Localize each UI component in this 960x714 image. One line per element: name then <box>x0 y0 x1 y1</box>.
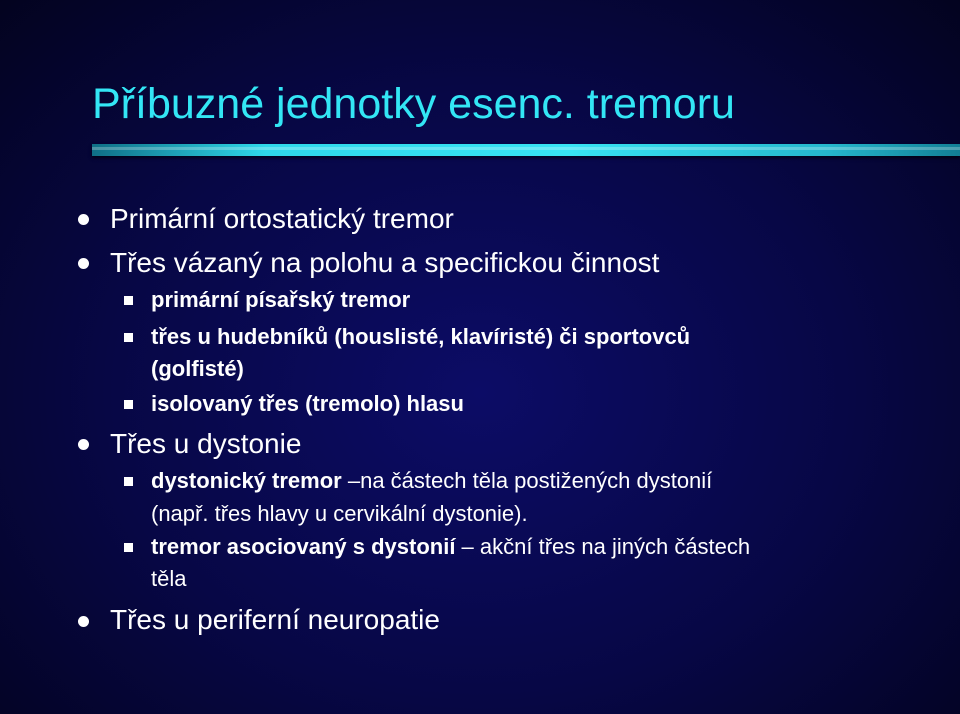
sub-bullet-text: primární písařský tremor <box>151 287 411 312</box>
round-bullet-icon <box>78 214 89 225</box>
sub-bullet-text: isolovaný třes (tremolo) hlasu <box>151 391 464 416</box>
sub-bullet-regular-part: – akční třes na jiných částech <box>455 534 751 559</box>
square-bullet-icon <box>124 333 133 342</box>
round-bullet-icon <box>78 439 89 450</box>
square-bullet-icon <box>124 400 133 409</box>
sub-bullet-text-continued: těla <box>151 566 187 591</box>
bullet-text: Třes u dystonie <box>110 428 302 459</box>
bullet-text: Primární ortostatický tremor <box>110 203 454 234</box>
sub-bullet-text <box>151 530 750 564</box>
title-divider <box>92 144 960 156</box>
round-bullet-icon <box>78 616 89 627</box>
sub-bullet-text-continued: (např. třes hlavy u cervikální dystonie). <box>151 501 528 526</box>
sub-bullet-bold-part: tremor asociovaný s dystonií <box>151 534 456 559</box>
bullet-text: Třes u periferní neuropatie <box>110 604 440 635</box>
slide-title: Příbuzné jednotky esenc. tremoru <box>92 80 735 128</box>
sub-bullet-text: třes u hudebníků (houslisté, klavíristé) či sportovců <box>151 324 691 349</box>
sub-bullet-bold-part: dystonický tremor <box>151 468 348 493</box>
square-bullet-icon <box>124 543 133 552</box>
round-bullet-icon <box>78 258 89 269</box>
sub-bullet-text <box>151 464 712 498</box>
square-bullet-icon <box>124 477 133 486</box>
square-bullet-icon <box>124 296 133 305</box>
sub-bullet-regular-part: –na částech těla postižených dystonií <box>347 468 713 493</box>
sub-bullet-text-continued: (golfisté) <box>151 356 244 381</box>
bullet-text: Třes vázaný na polohu a specifickou činnost <box>110 247 660 278</box>
